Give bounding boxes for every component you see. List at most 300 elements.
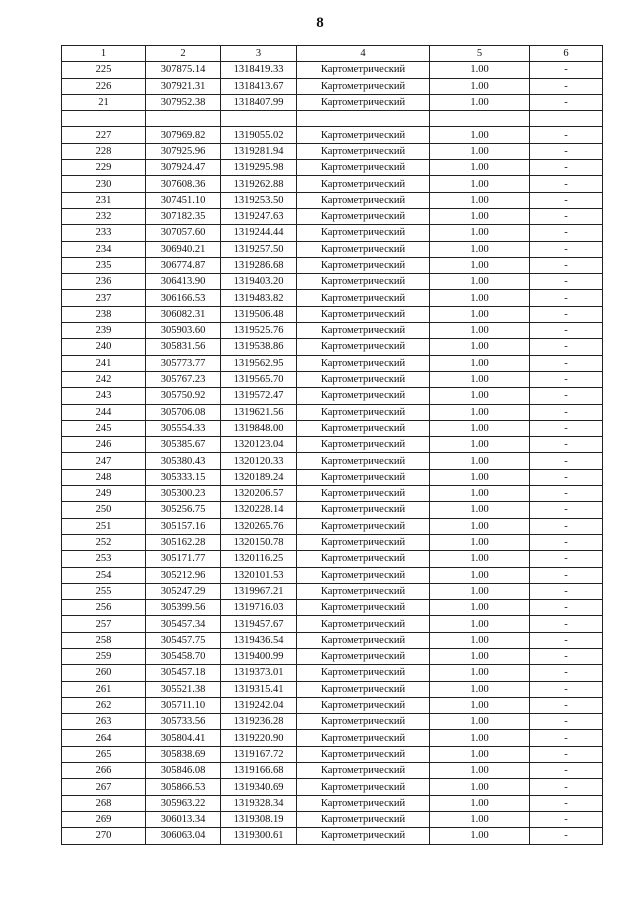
cell-method: Картометрический bbox=[297, 323, 430, 339]
cell-y-coordinate: 1318419.33 bbox=[221, 62, 297, 78]
cell-x-coordinate: 305866.53 bbox=[146, 779, 221, 795]
cell-accuracy: 1.00 bbox=[430, 94, 530, 110]
cell-accuracy: 1.00 bbox=[430, 779, 530, 795]
cell-note: - bbox=[530, 616, 603, 632]
cell-note: - bbox=[530, 518, 603, 534]
cell-note: - bbox=[530, 534, 603, 550]
cell-x-coordinate: 305300.23 bbox=[146, 486, 221, 502]
cell-note: - bbox=[530, 192, 603, 208]
cell-x-coordinate: 306940.21 bbox=[146, 241, 221, 257]
cell-y-coordinate: 1320120.33 bbox=[221, 453, 297, 469]
table-row bbox=[62, 62, 603, 78]
cell-y-coordinate: 1319315.41 bbox=[221, 681, 297, 697]
table-row bbox=[62, 534, 603, 550]
cell-x-coordinate: 305247.29 bbox=[146, 583, 221, 599]
table-row bbox=[62, 600, 603, 616]
cell-accuracy: 1.00 bbox=[430, 811, 530, 827]
cell-x-coordinate bbox=[146, 111, 221, 127]
cell-y-coordinate: 1319436.54 bbox=[221, 632, 297, 648]
cell-y-coordinate: 1319055.02 bbox=[221, 127, 297, 143]
cell-note: - bbox=[530, 274, 603, 290]
cell-point-number: 260 bbox=[62, 665, 146, 681]
cell-x-coordinate: 307924.47 bbox=[146, 160, 221, 176]
cell-note: - bbox=[530, 437, 603, 453]
cell-accuracy: 1.00 bbox=[430, 567, 530, 583]
cell-method: Картометрический bbox=[297, 339, 430, 355]
cell-accuracy: 1.00 bbox=[430, 681, 530, 697]
cell-accuracy: 1.00 bbox=[430, 404, 530, 420]
cell-x-coordinate: 305162.28 bbox=[146, 534, 221, 550]
table-row bbox=[62, 176, 603, 192]
cell-accuracy: 1.00 bbox=[430, 437, 530, 453]
cell-method: Картометрический bbox=[297, 290, 430, 306]
cell-x-coordinate: 305711.10 bbox=[146, 697, 221, 713]
table-row bbox=[62, 811, 603, 827]
cell-point-number: 240 bbox=[62, 339, 146, 355]
cell-x-coordinate: 305773.77 bbox=[146, 355, 221, 371]
table-row bbox=[62, 404, 603, 420]
cell-accuracy: 1.00 bbox=[430, 225, 530, 241]
cell-accuracy: 1.00 bbox=[430, 763, 530, 779]
cell-x-coordinate: 305767.23 bbox=[146, 371, 221, 387]
cell-method: Картометрический bbox=[297, 632, 430, 648]
cell-accuracy: 1.00 bbox=[430, 143, 530, 159]
cell-point-number: 231 bbox=[62, 192, 146, 208]
cell-method: Картометрический bbox=[297, 208, 430, 224]
cell-accuracy: 1.00 bbox=[430, 795, 530, 811]
cell-x-coordinate: 307921.31 bbox=[146, 78, 221, 94]
cell-accuracy: 1.00 bbox=[430, 192, 530, 208]
cell-accuracy: 1.00 bbox=[430, 371, 530, 387]
cell-accuracy: 1.00 bbox=[430, 339, 530, 355]
cell-y-coordinate: 1319166.68 bbox=[221, 763, 297, 779]
table-row bbox=[62, 143, 603, 159]
cell-method: Картометрический bbox=[297, 551, 430, 567]
table-row bbox=[62, 94, 603, 110]
cell-accuracy: 1.00 bbox=[430, 632, 530, 648]
cell-x-coordinate: 305846.08 bbox=[146, 763, 221, 779]
cell-note: - bbox=[530, 697, 603, 713]
table-body bbox=[62, 62, 603, 844]
cell-note: - bbox=[530, 746, 603, 762]
table-row bbox=[62, 746, 603, 762]
cell-x-coordinate: 307182.35 bbox=[146, 208, 221, 224]
cell-method: Картометрический bbox=[297, 371, 430, 387]
cell-point-number: 226 bbox=[62, 78, 146, 94]
cell-y-coordinate: 1319236.28 bbox=[221, 714, 297, 730]
cell-method: Картометрический bbox=[297, 160, 430, 176]
column-header-2: 2 bbox=[146, 46, 221, 62]
cell-x-coordinate: 305457.75 bbox=[146, 632, 221, 648]
cell-accuracy: 1.00 bbox=[430, 616, 530, 632]
cell-x-coordinate: 305521.38 bbox=[146, 681, 221, 697]
cell-point-number: 225 bbox=[62, 62, 146, 78]
cell-note: - bbox=[530, 811, 603, 827]
cell-accuracy bbox=[430, 111, 530, 127]
cell-x-coordinate: 305256.75 bbox=[146, 502, 221, 518]
cell-method: Картометрический bbox=[297, 502, 430, 518]
cell-method: Картометрический bbox=[297, 795, 430, 811]
table-row bbox=[62, 225, 603, 241]
cell-point-number: 257 bbox=[62, 616, 146, 632]
cell-point-number: 233 bbox=[62, 225, 146, 241]
cell-y-coordinate: 1319400.99 bbox=[221, 648, 297, 664]
cell-note: - bbox=[530, 355, 603, 371]
table-row bbox=[62, 192, 603, 208]
cell-x-coordinate: 305385.67 bbox=[146, 437, 221, 453]
cell-point-number: 238 bbox=[62, 306, 146, 322]
cell-y-coordinate: 1319286.68 bbox=[221, 257, 297, 273]
table-row bbox=[62, 681, 603, 697]
cell-accuracy: 1.00 bbox=[430, 518, 530, 534]
cell-method: Картометрический bbox=[297, 469, 430, 485]
cell-accuracy: 1.00 bbox=[430, 600, 530, 616]
cell-note: - bbox=[530, 127, 603, 143]
table-row bbox=[62, 648, 603, 664]
cell-note: - bbox=[530, 567, 603, 583]
cell-x-coordinate: 307875.14 bbox=[146, 62, 221, 78]
cell-y-coordinate: 1319220.90 bbox=[221, 730, 297, 746]
cell-x-coordinate: 305804.41 bbox=[146, 730, 221, 746]
cell-x-coordinate: 306063.04 bbox=[146, 828, 221, 844]
cell-x-coordinate: 307608.36 bbox=[146, 176, 221, 192]
cell-note: - bbox=[530, 632, 603, 648]
cell-method: Картометрический bbox=[297, 811, 430, 827]
cell-point-number: 251 bbox=[62, 518, 146, 534]
cell-note: - bbox=[530, 290, 603, 306]
cell-method: Картометрический bbox=[297, 600, 430, 616]
cell-x-coordinate: 306413.90 bbox=[146, 274, 221, 290]
cell-y-coordinate: 1320206.57 bbox=[221, 486, 297, 502]
cell-point-number bbox=[62, 111, 146, 127]
table-row bbox=[62, 583, 603, 599]
table-row bbox=[62, 828, 603, 844]
cell-method: Картометрический bbox=[297, 486, 430, 502]
cell-method: Картометрический bbox=[297, 306, 430, 322]
cell-y-coordinate: 1319572.47 bbox=[221, 388, 297, 404]
cell-x-coordinate: 305157.16 bbox=[146, 518, 221, 534]
cell-point-number: 253 bbox=[62, 551, 146, 567]
table-row bbox=[62, 714, 603, 730]
cell-x-coordinate: 305554.33 bbox=[146, 420, 221, 436]
cell-note: - bbox=[530, 583, 603, 599]
cell-note: - bbox=[530, 208, 603, 224]
cell-method: Картометрический bbox=[297, 697, 430, 713]
cell-y-coordinate: 1319300.61 bbox=[221, 828, 297, 844]
cell-accuracy: 1.00 bbox=[430, 502, 530, 518]
cell-accuracy: 1.00 bbox=[430, 62, 530, 78]
cell-point-number: 254 bbox=[62, 567, 146, 583]
cell-method: Картометрический bbox=[297, 567, 430, 583]
cell-point-number: 245 bbox=[62, 420, 146, 436]
cell-x-coordinate: 307057.60 bbox=[146, 225, 221, 241]
coordinates-table bbox=[61, 45, 603, 845]
cell-method: Картометрический bbox=[297, 616, 430, 632]
cell-note: - bbox=[530, 306, 603, 322]
cell-accuracy: 1.00 bbox=[430, 583, 530, 599]
cell-y-coordinate: 1319253.50 bbox=[221, 192, 297, 208]
cell-y-coordinate: 1319262.88 bbox=[221, 176, 297, 192]
cell-note: - bbox=[530, 388, 603, 404]
cell-accuracy: 1.00 bbox=[430, 697, 530, 713]
cell-y-coordinate: 1319403.20 bbox=[221, 274, 297, 290]
table-row bbox=[62, 306, 603, 322]
cell-x-coordinate: 305457.34 bbox=[146, 616, 221, 632]
cell-x-coordinate: 306166.53 bbox=[146, 290, 221, 306]
cell-x-coordinate: 305212.96 bbox=[146, 567, 221, 583]
cell-note: - bbox=[530, 257, 603, 273]
cell-y-coordinate: 1320116.25 bbox=[221, 551, 297, 567]
cell-note: - bbox=[530, 404, 603, 420]
cell-accuracy: 1.00 bbox=[430, 208, 530, 224]
cell-note: - bbox=[530, 502, 603, 518]
table-row bbox=[62, 763, 603, 779]
cell-method: Картометрический bbox=[297, 78, 430, 94]
cell-note: - bbox=[530, 371, 603, 387]
cell-point-number: 234 bbox=[62, 241, 146, 257]
table-row bbox=[62, 567, 603, 583]
cell-note: - bbox=[530, 779, 603, 795]
cell-note: - bbox=[530, 339, 603, 355]
table-row bbox=[62, 551, 603, 567]
cell-point-number: 264 bbox=[62, 730, 146, 746]
cell-y-coordinate: 1319506.48 bbox=[221, 306, 297, 322]
cell-accuracy: 1.00 bbox=[430, 648, 530, 664]
table-row bbox=[62, 469, 603, 485]
cell-method: Картометрический bbox=[297, 828, 430, 844]
cell-method: Картометрический bbox=[297, 730, 430, 746]
cell-point-number: 269 bbox=[62, 811, 146, 827]
table-row bbox=[62, 290, 603, 306]
cell-x-coordinate: 305733.56 bbox=[146, 714, 221, 730]
cell-accuracy: 1.00 bbox=[430, 127, 530, 143]
cell-method: Картометрический bbox=[297, 225, 430, 241]
column-header-3: 3 bbox=[221, 46, 297, 62]
page-number: 8 bbox=[316, 15, 324, 31]
cell-y-coordinate: 1319257.50 bbox=[221, 241, 297, 257]
cell-method: Картометрический bbox=[297, 779, 430, 795]
table-row bbox=[62, 437, 603, 453]
cell-x-coordinate: 307925.96 bbox=[146, 143, 221, 159]
cell-y-coordinate: 1320101.53 bbox=[221, 567, 297, 583]
cell-y-coordinate: 1319373.01 bbox=[221, 665, 297, 681]
cell-point-number: 266 bbox=[62, 763, 146, 779]
table-row bbox=[62, 323, 603, 339]
cell-note: - bbox=[530, 665, 603, 681]
cell-x-coordinate: 305458.70 bbox=[146, 648, 221, 664]
cell-x-coordinate: 305838.69 bbox=[146, 746, 221, 762]
cell-note: - bbox=[530, 828, 603, 844]
cell-method: Картометрический bbox=[297, 714, 430, 730]
cell-note: - bbox=[530, 453, 603, 469]
cell-point-number: 235 bbox=[62, 257, 146, 273]
cell-y-coordinate: 1319967.21 bbox=[221, 583, 297, 599]
cell-method: Картометрический bbox=[297, 665, 430, 681]
cell-x-coordinate: 305750.92 bbox=[146, 388, 221, 404]
cell-x-coordinate: 307952.38 bbox=[146, 94, 221, 110]
cell-x-coordinate: 306082.31 bbox=[146, 306, 221, 322]
table-row bbox=[62, 355, 603, 371]
table-row bbox=[62, 160, 603, 176]
cell-note bbox=[530, 111, 603, 127]
cell-accuracy: 1.00 bbox=[430, 469, 530, 485]
cell-note: - bbox=[530, 241, 603, 257]
cell-note: - bbox=[530, 94, 603, 110]
table-row bbox=[62, 208, 603, 224]
cell-y-coordinate: 1319621.56 bbox=[221, 404, 297, 420]
cell-point-number: 247 bbox=[62, 453, 146, 469]
cell-y-coordinate: 1319328.34 bbox=[221, 795, 297, 811]
cell-x-coordinate: 305457.18 bbox=[146, 665, 221, 681]
cell-note: - bbox=[530, 225, 603, 241]
cell-y-coordinate: 1319848.00 bbox=[221, 420, 297, 436]
cell-method: Картометрический bbox=[297, 176, 430, 192]
cell-point-number: 258 bbox=[62, 632, 146, 648]
cell-y-coordinate: 1319565.70 bbox=[221, 371, 297, 387]
cell-method: Картометрический bbox=[297, 241, 430, 257]
cell-method: Картометрический bbox=[297, 453, 430, 469]
table-row bbox=[62, 697, 603, 713]
column-header-5: 5 bbox=[430, 46, 530, 62]
cell-x-coordinate: 305706.08 bbox=[146, 404, 221, 420]
cell-y-coordinate: 1320123.04 bbox=[221, 437, 297, 453]
cell-accuracy: 1.00 bbox=[430, 388, 530, 404]
table-row bbox=[62, 371, 603, 387]
cell-point-number: 262 bbox=[62, 697, 146, 713]
cell-point-number: 244 bbox=[62, 404, 146, 420]
cell-accuracy: 1.00 bbox=[430, 78, 530, 94]
cell-note: - bbox=[530, 420, 603, 436]
cell-note: - bbox=[530, 681, 603, 697]
cell-note: - bbox=[530, 78, 603, 94]
cell-point-number: 263 bbox=[62, 714, 146, 730]
cell-point-number: 255 bbox=[62, 583, 146, 599]
cell-point-number: 248 bbox=[62, 469, 146, 485]
table-row bbox=[62, 486, 603, 502]
cell-x-coordinate: 306774.87 bbox=[146, 257, 221, 273]
cell-y-coordinate: 1318413.67 bbox=[221, 78, 297, 94]
cell-y-coordinate: 1318407.99 bbox=[221, 94, 297, 110]
cell-y-coordinate: 1319244.44 bbox=[221, 225, 297, 241]
cell-point-number: 243 bbox=[62, 388, 146, 404]
cell-point-number: 229 bbox=[62, 160, 146, 176]
cell-point-number: 230 bbox=[62, 176, 146, 192]
cell-note: - bbox=[530, 648, 603, 664]
table-row bbox=[62, 730, 603, 746]
table-row bbox=[62, 632, 603, 648]
cell-accuracy: 1.00 bbox=[430, 714, 530, 730]
cell-method bbox=[297, 111, 430, 127]
cell-y-coordinate: 1320189.24 bbox=[221, 469, 297, 485]
cell-point-number: 256 bbox=[62, 600, 146, 616]
table-row bbox=[62, 616, 603, 632]
cell-method: Картометрический bbox=[297, 127, 430, 143]
cell-y-coordinate: 1319525.76 bbox=[221, 323, 297, 339]
cell-note: - bbox=[530, 176, 603, 192]
cell-method: Картометрический bbox=[297, 257, 430, 273]
cell-note: - bbox=[530, 714, 603, 730]
cell-y-coordinate bbox=[221, 111, 297, 127]
header-row bbox=[62, 46, 603, 62]
cell-x-coordinate: 305831.56 bbox=[146, 339, 221, 355]
table-row bbox=[62, 111, 603, 127]
cell-point-number: 237 bbox=[62, 290, 146, 306]
cell-point-number: 246 bbox=[62, 437, 146, 453]
cell-note: - bbox=[530, 763, 603, 779]
cell-point-number: 261 bbox=[62, 681, 146, 697]
cell-method: Картометрический bbox=[297, 143, 430, 159]
table-header bbox=[62, 46, 603, 62]
cell-point-number: 239 bbox=[62, 323, 146, 339]
cell-y-coordinate: 1320150.78 bbox=[221, 534, 297, 550]
cell-accuracy: 1.00 bbox=[430, 160, 530, 176]
cell-accuracy: 1.00 bbox=[430, 486, 530, 502]
cell-note: - bbox=[530, 323, 603, 339]
cell-note: - bbox=[530, 143, 603, 159]
cell-accuracy: 1.00 bbox=[430, 453, 530, 469]
cell-y-coordinate: 1319247.63 bbox=[221, 208, 297, 224]
cell-y-coordinate: 1319483.82 bbox=[221, 290, 297, 306]
cell-accuracy: 1.00 bbox=[430, 730, 530, 746]
cell-note: - bbox=[530, 730, 603, 746]
cell-note: - bbox=[530, 795, 603, 811]
cell-accuracy: 1.00 bbox=[430, 274, 530, 290]
cell-point-number: 268 bbox=[62, 795, 146, 811]
cell-point-number: 250 bbox=[62, 502, 146, 518]
cell-x-coordinate: 305399.56 bbox=[146, 600, 221, 616]
cell-method: Картометрический bbox=[297, 192, 430, 208]
cell-point-number: 249 bbox=[62, 486, 146, 502]
column-header-4: 4 bbox=[297, 46, 430, 62]
cell-point-number: 265 bbox=[62, 746, 146, 762]
cell-method: Картометрический bbox=[297, 274, 430, 290]
cell-y-coordinate: 1319340.69 bbox=[221, 779, 297, 795]
column-header-6: 6 bbox=[530, 46, 603, 62]
cell-method: Картометрический bbox=[297, 583, 430, 599]
cell-accuracy: 1.00 bbox=[430, 241, 530, 257]
cell-y-coordinate: 1319716.03 bbox=[221, 600, 297, 616]
cell-note: - bbox=[530, 551, 603, 567]
cell-point-number: 267 bbox=[62, 779, 146, 795]
cell-y-coordinate: 1320265.76 bbox=[221, 518, 297, 534]
cell-accuracy: 1.00 bbox=[430, 828, 530, 844]
table-row bbox=[62, 665, 603, 681]
cell-method: Картометрический bbox=[297, 94, 430, 110]
cell-y-coordinate: 1319457.67 bbox=[221, 616, 297, 632]
cell-accuracy: 1.00 bbox=[430, 420, 530, 436]
cell-accuracy: 1.00 bbox=[430, 290, 530, 306]
cell-method: Картометрический bbox=[297, 404, 430, 420]
cell-point-number: 236 bbox=[62, 274, 146, 290]
cell-y-coordinate: 1319538.86 bbox=[221, 339, 297, 355]
table-row bbox=[62, 420, 603, 436]
cell-point-number: 232 bbox=[62, 208, 146, 224]
table-row bbox=[62, 779, 603, 795]
cell-x-coordinate: 305380.43 bbox=[146, 453, 221, 469]
cell-y-coordinate: 1319562.95 bbox=[221, 355, 297, 371]
cell-method: Картометрический bbox=[297, 420, 430, 436]
cell-point-number: 242 bbox=[62, 371, 146, 387]
cell-method: Картометрический bbox=[297, 648, 430, 664]
cell-x-coordinate: 305171.77 bbox=[146, 551, 221, 567]
cell-accuracy: 1.00 bbox=[430, 665, 530, 681]
cell-accuracy: 1.00 bbox=[430, 551, 530, 567]
cell-x-coordinate: 307451.10 bbox=[146, 192, 221, 208]
cell-note: - bbox=[530, 62, 603, 78]
cell-accuracy: 1.00 bbox=[430, 355, 530, 371]
cell-accuracy: 1.00 bbox=[430, 306, 530, 322]
column-header-1: 1 bbox=[62, 46, 146, 62]
